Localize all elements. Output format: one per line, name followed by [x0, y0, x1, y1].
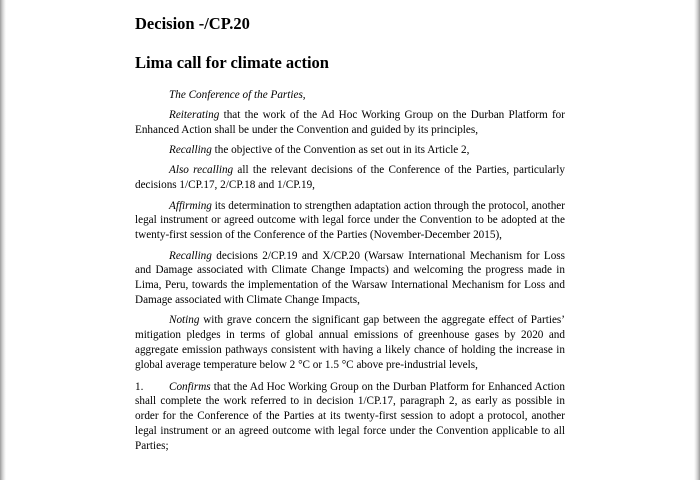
paragraph-lead: Recalling	[169, 143, 212, 156]
decision-heading: Decision -/CP.20	[135, 14, 250, 33]
preamble-paragraph	[135, 313, 565, 372]
paragraph-number: 1.	[135, 380, 144, 393]
paragraph-lead: Noting	[169, 314, 200, 327]
paragraph-lead: Confirms	[169, 380, 211, 393]
preamble-paragraph	[135, 143, 565, 158]
paragraph-lead: Reiterating	[169, 108, 220, 121]
paragraph-lead: Also recalling	[169, 164, 234, 177]
paragraph-text: the objective of the Convention as set out in its Article 2,	[211, 143, 470, 156]
preamble-text: The Conference of the Parties,	[169, 89, 306, 101]
paragraph-lead: Recalling	[169, 249, 212, 262]
operative-paragraph	[135, 380, 565, 454]
preamble	[135, 88, 565, 103]
paragraph-lead: Affirming	[169, 199, 212, 212]
preamble-paragraph	[135, 163, 565, 193]
paragraph-text: that the work of the Ad Hoc Working Group on the Durban Platform for Enhanced Action shall be under the Convention and guided by its principles,	[135, 108, 565, 136]
page-frame-left	[0, 0, 6, 480]
preamble-paragraph	[135, 249, 565, 308]
paragraph-text: its determination to strengthen adaptation action through the protocol, another legal instrument or agreed outcome with legal force under the Convention to be adopted at the twenty-first session of the Conference of the Parties (November-December 2015),	[135, 199, 565, 242]
paragraph-text: decisions 2/CP.19 and X/CP.20 (Warsaw International Mechanism for Loss and Damage associated with Climate Change Impacts) and welcoming the progress made in Lima, Peru, towards the implementation of the Warsaw International Mechanism for Loss and Damage associated with Climate Change Impacts,	[135, 249, 565, 306]
preamble-paragraph	[135, 108, 565, 138]
preamble-paragraph	[135, 199, 565, 243]
paragraph-text: that the Ad Hoc Working Group on the Durban Platform for Enhanced Action shall complete the work referred to in decision 1/CP.17, paragraph 2, as early as possible in order for the Conference of the Parties at its twenty-first session to adopt a protocol, another legal instrument or an agreed outcome with legal force under the Convention applicable to all Parties;	[135, 380, 565, 452]
paragraph-text: all the relevant decisions of the Conference of the Parties, particularly decisions 1/CP.17, 2/CP.18 and 1/CP.19,	[135, 164, 565, 192]
document-title: Lima call for climate action	[135, 53, 329, 72]
paragraph-text: with grave concern the significant gap between the aggregate effect of Parties’ mitigation pledges in terms of global annual emissions of greenhouse gases by 2020 and aggregate emission pathways consistent with having a likely chance of holding the increase in global average temperature below 2 °C or 1.5 °C above pre-industrial levels,	[135, 314, 565, 371]
page-frame-right	[694, 0, 700, 480]
document-body	[135, 88, 565, 459]
